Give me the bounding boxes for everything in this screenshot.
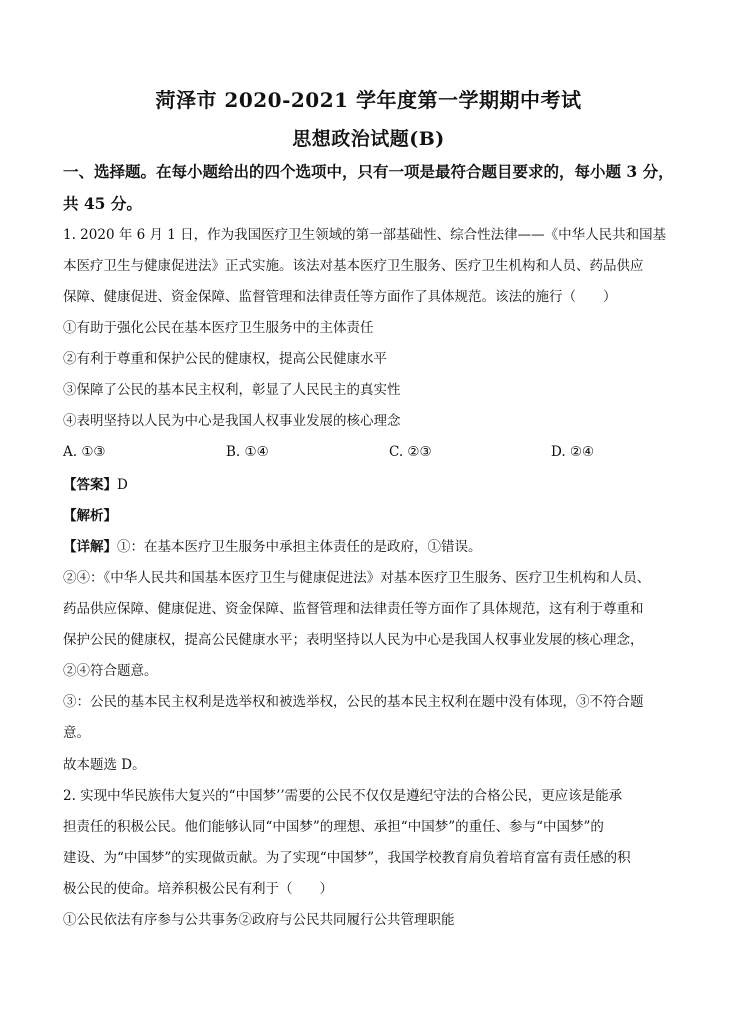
exam-title: 菏泽市 2020-2021 学年度第一学期期中考试 — [155, 88, 582, 112]
q1-option-c: C. ②③ — [389, 444, 432, 460]
q2-stem-line1: 2. 实现中华民族伟大复兴的“中国梦’’需要的公民不仅仅是遵纪守法的合格公民，更应该是能承 — [63, 788, 623, 804]
q1-detail-line4: 保护公民的健康权，提高公民健康水平；表明坚持以人民为中心是我国人权事业发展的核心理念， — [63, 632, 644, 648]
section-heading-line2: 共 45 分。 — [63, 194, 142, 213]
q1-item-1: ①有助于强化公民在基本医疗卫生服务中的主体责任 — [63, 320, 374, 336]
q1-detail-line6: ③：公民的基本民主权利是选举权和被选举权，公民的基本民主权利在题中没有体现，③不符合题 — [63, 694, 644, 710]
q1-stem-line2: 本医疗卫生与健康促进法》正式实施。该法对基本医疗卫生服务、医疗卫生机构和人员、药品供应 — [63, 258, 644, 274]
detail-text: ①：在基本医疗卫生服务中承担主体责任的是政府，①错误。 — [117, 539, 482, 555]
detail-tag: 【详解】 — [63, 539, 117, 555]
q1-item-2: ②有利于尊重和保护公民的健康权，提高公民健康水平 — [63, 351, 387, 367]
q2-stem-line2: 担责任的积极公民。他们能够认同“中国梦”的理想、承担“中国梦”的重任、参与“中国梦”的 — [63, 819, 604, 835]
section-heading-line1: 一、选择题。在每小题给出的四个选项中，只有一项是最符合题目要求的，每小题 3 分， — [63, 162, 674, 181]
q1-item-3: ③保障了公民的基本民主权利，彰显了人民民主的真实性 — [63, 382, 401, 398]
q1-detail-line3: 药品供应保障、健康促进、资金保障、监督管理和法律责任等方面作了具体规范，这有利于尊重和 — [63, 601, 644, 617]
q1-stem-line1: 1. 2020 年 6 月 1 日，作为我国医疗卫生领域的第一部基础性、综合性法律——《中华人民共和国基 — [63, 227, 667, 243]
q1-detail-line1 — [63, 538, 482, 556]
q2-stem-line3: 建设、为“中国梦”的实现做贡献。为了实现“中国梦”，我国学校教育肩负着培育富有责任感的积 — [63, 850, 631, 866]
q1-option-d: D. ②④ — [551, 444, 595, 460]
q1-option-b: B. ①④ — [226, 444, 269, 460]
answer-tag: 【答案】 — [63, 477, 117, 493]
exam-subtitle: 思想政治试题(B) — [292, 128, 445, 150]
answer-value: D — [117, 477, 128, 493]
q1-analysis-tag: 【解析】 — [63, 508, 117, 524]
q1-option-a: A. ①③ — [63, 444, 106, 460]
q2-items-line1: ①公民依法有序参与公共事务②政府与公民共同履行公共管理职能 — [63, 912, 455, 928]
q2-stem-line4: 极公民的使命。培养积极公民有利于（ ） — [63, 881, 333, 897]
q1-conclusion: 故本题选 D。 — [63, 757, 146, 773]
q1-answer — [63, 476, 128, 494]
q1-detail-line7: 意。 — [63, 725, 90, 741]
q1-detail-line5: ②④符合题意。 — [63, 663, 158, 679]
q1-stem-line3: 保障、健康促进、资金保障、监督管理和法律责任等方面作了具体规范。该法的施行（ ） — [63, 289, 617, 305]
q1-item-4: ④表明坚持以人民为中心是我国人权事业发展的核心理念 — [63, 413, 401, 429]
q1-detail-line2: ②④：《中华人民共和国基本医疗卫生与健康促进法》对基本医疗卫生服务、医疗卫生机构和人员、 — [63, 570, 651, 586]
